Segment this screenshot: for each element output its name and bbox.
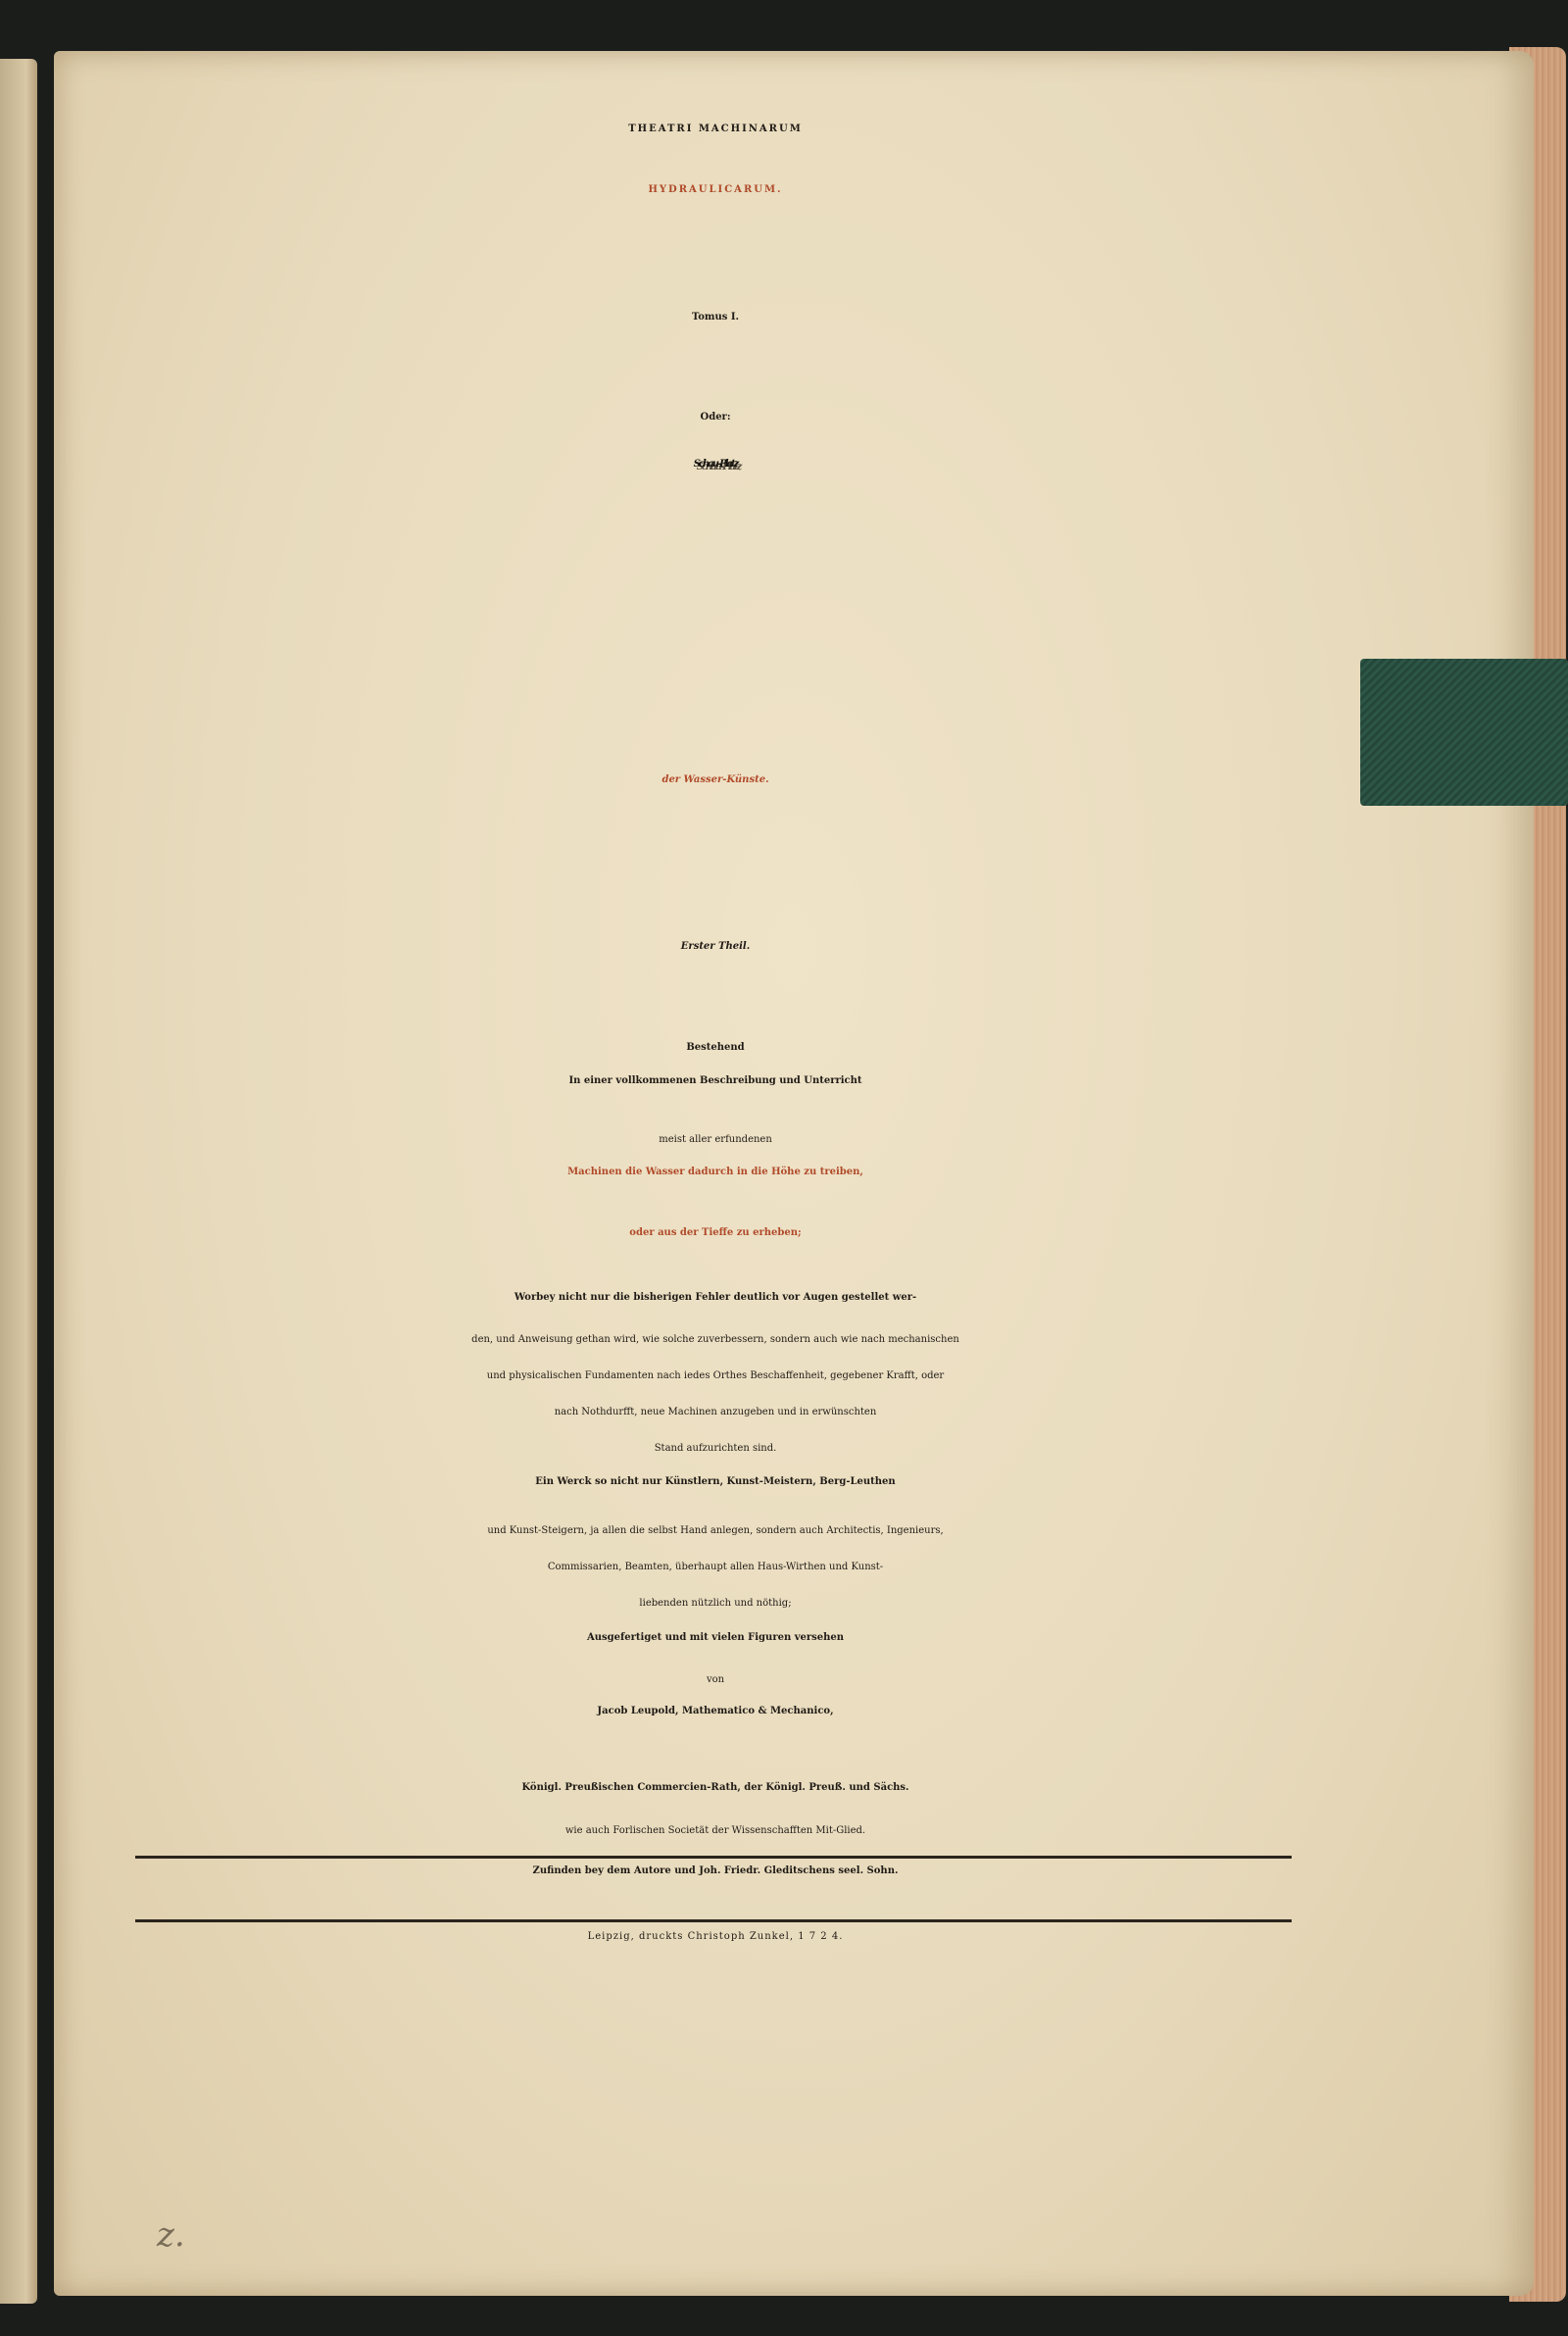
imprint-line: Leipzig, druckts Christoph Zunkel, 1 7 2 4. (587, 1931, 844, 1942)
rule-top (135, 1856, 1292, 1859)
series-title: THEATRI MACHINARUM (628, 124, 803, 134)
text-machinen: Machinen die Wasser dadurch in die Höhe zu treiben, (567, 1167, 863, 1177)
text-body-4: Stand aufzurichten sind. (654, 1443, 777, 1454)
author-name: Jacob Leupold, Mathematico & Mechanico, (597, 1706, 834, 1716)
text-tieffe: oder aus der Tieffe zu erheben; (629, 1227, 802, 1238)
series-title-main: HYDRAULICARUM. (648, 184, 783, 195)
part-label: Erster Theil. (680, 941, 751, 952)
main-title-schauplatz: Schau-Platz (693, 459, 738, 470)
text-body-1: den, und Anweisung gethan wird, wie solche zuverbessern, sondern auch wie nach mechanischen (471, 1334, 959, 1345)
text-body-7: liebenden nützlich und nöthig; (639, 1598, 792, 1609)
text-body-5: und Kunst-Steigern, ja allen die selbst Hand anlegen, sondern auch Architectis, Ingenieurs, (487, 1525, 944, 1536)
text-von: von (706, 1674, 725, 1685)
text-description-1: In einer vollkommenen Beschreibung und Unterricht (568, 1075, 862, 1086)
connector-oder: Oder: (700, 412, 731, 422)
previous-page-edge (0, 59, 37, 2304)
text-bestehend: Bestehend (686, 1042, 745, 1053)
author-title-1: Königl. Preußischen Commercien-Rath, der Königl. Preuß. und Sächs. (521, 1782, 909, 1793)
text-description-2: meist aller erfundenen (659, 1134, 772, 1145)
text-werck: Ein Werck so nicht nur Künstlern, Kunst-Meistern, Berg-Leuthen (535, 1476, 896, 1487)
bookmark-ribbon (1360, 659, 1568, 806)
text-worbey: Worbey nicht nur die bisherigen Fehler deutlich vor Augen gestellet wer- (514, 1292, 917, 1303)
text-body-2: und physicalischen Fundamenten nach iedes Orthes Beschaffenheit, gegebener Krafft, oder (486, 1370, 945, 1381)
title-page-text (78, 0, 1352, 2336)
publisher-line: Zufinden bey dem Autore und Joh. Friedr. Gleditschens seel. Sohn. (532, 1865, 899, 1876)
author-title-2: wie auch Forlischen Societät der Wissenschafften Mit-Glied. (564, 1825, 866, 1836)
rule-bottom (135, 1919, 1292, 1922)
text-body-6: Commissarien, Beamten, überhaupt allen Haus-Wirthen und Kunst- (547, 1562, 884, 1572)
text-body-3: nach Nothdurfft, neue Machinen anzugeben und in erwünschten (554, 1407, 877, 1417)
volume-label: Tomus I. (691, 312, 740, 323)
subtitle-wasser-kuenste: der Wasser-Künste. (662, 774, 769, 785)
text-ausgefertiget: Ausgefertiget und mit vielen Figuren versehen (586, 1632, 845, 1643)
margin-pencil-mark: z. (157, 2215, 185, 2255)
